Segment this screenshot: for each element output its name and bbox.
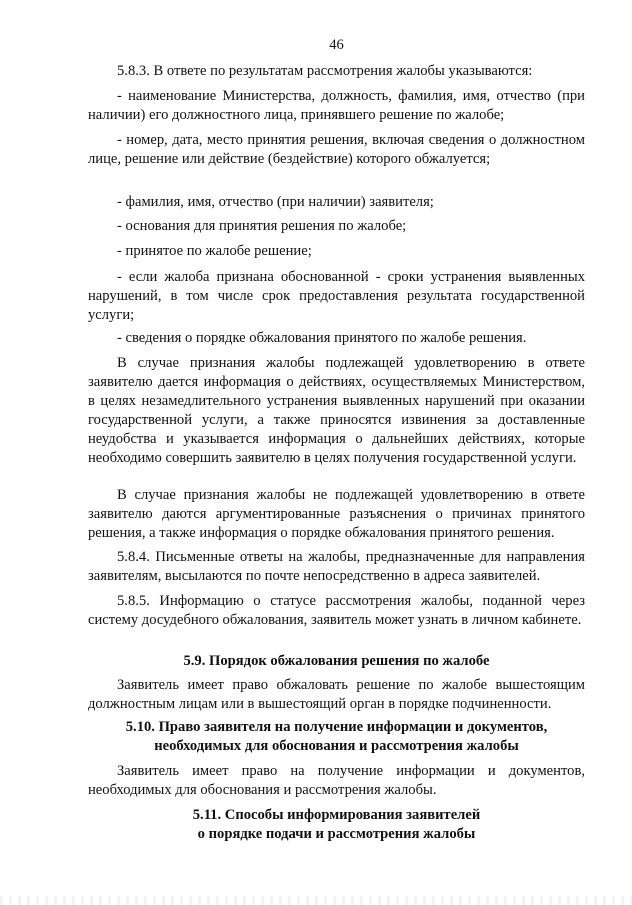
list-item-decision: - принятое по жалобе решение; [117,243,312,259]
list-item-justified-complaint: - если жалоба признана обоснованной - сроки устранения выявленных нарушений, в том числе срок предоставления результата государственной услуги; [88,269,585,323]
list-item-grounds: - основания для принятия решения по жалобе; [117,218,407,234]
paragraph-5-10: Заявитель имеет право на получение информации и документов, необходимых для обоснования и рассмотрения жалобы. [88,763,585,798]
heading-5-10-line-1: 5.10. Право заявителя на получение информации и документов, [125,719,548,735]
page-number: 46 [329,37,344,53]
paragraph-satisfied-complaint: В случае признания жалобы подлежащей удовлетворению в ответе заявителю дается информация о действиях, осуществляемых Министерством, в целях незамедлительного устранения выявленных нарушений при оказании государственной услуги, а также приносятся извинения за доставленные неудобства и указывается информация о дальнейших действиях, которые необходимо совершить заявителю в целях получения государственной услуги. [88,355,585,466]
heading-5-11-line-1: 5.11. Способы информирования заявителей [192,807,481,823]
paragraph-rejected-complaint: В случае признания жалобы не подлежащей удовлетворению в ответе заявителю даются аргументированные разъяснения о причинах принятого решения, а также информация о порядке обжалования принятого решения. [88,487,585,541]
paragraph-5-9: Заявитель имеет право обжаловать решение по жалобе вышестоящим должностным лицам или в вышестоящий орган в порядке подчиненности. [88,677,585,712]
paragraph-5-8-3: 5.8.3. В ответе по результатам рассмотрения жалобы указываются: [117,63,533,79]
list-item-ministry-name: - наименование Министерства, должность, фамилия, имя, отчество (при наличии) его должностного лица, принявшего решение по жалобе; [88,88,585,123]
list-item-appeal-info: - сведения о порядке обжалования принятого по жалобе решения. [117,330,527,346]
scan-edge-noise [0,896,632,905]
list-item-applicant-name: - фамилия, имя, отчество (при наличии) заявителя; [117,194,434,210]
paragraph-5-8-4: 5.8.4. Письменные ответы на жалобы, предназначенные для направления заявителям, высылаются по почте непосредственно в адреса заявителей. [88,549,585,584]
document-page [88,0,585,905]
heading-5-11-line-2: о порядке подачи и рассмотрения жалобы [197,826,476,842]
paragraph-5-8-5: 5.8.5. Информацию о статусе рассмотрения жалобы, поданной через систему досудебного обжалования, заявитель может узнать в личном кабинете. [88,593,585,628]
heading-5-9: 5.9. Порядок обжалования решения по жалобе [183,653,490,669]
list-item-decision-number: - номер, дата, место принятия решения, включая сведения о должностном лице, решение или действие (бездействие) которого обжалуется; [88,132,585,167]
heading-5-10-line-2: необходимых для обоснования и рассмотрения жалобы [154,738,519,754]
